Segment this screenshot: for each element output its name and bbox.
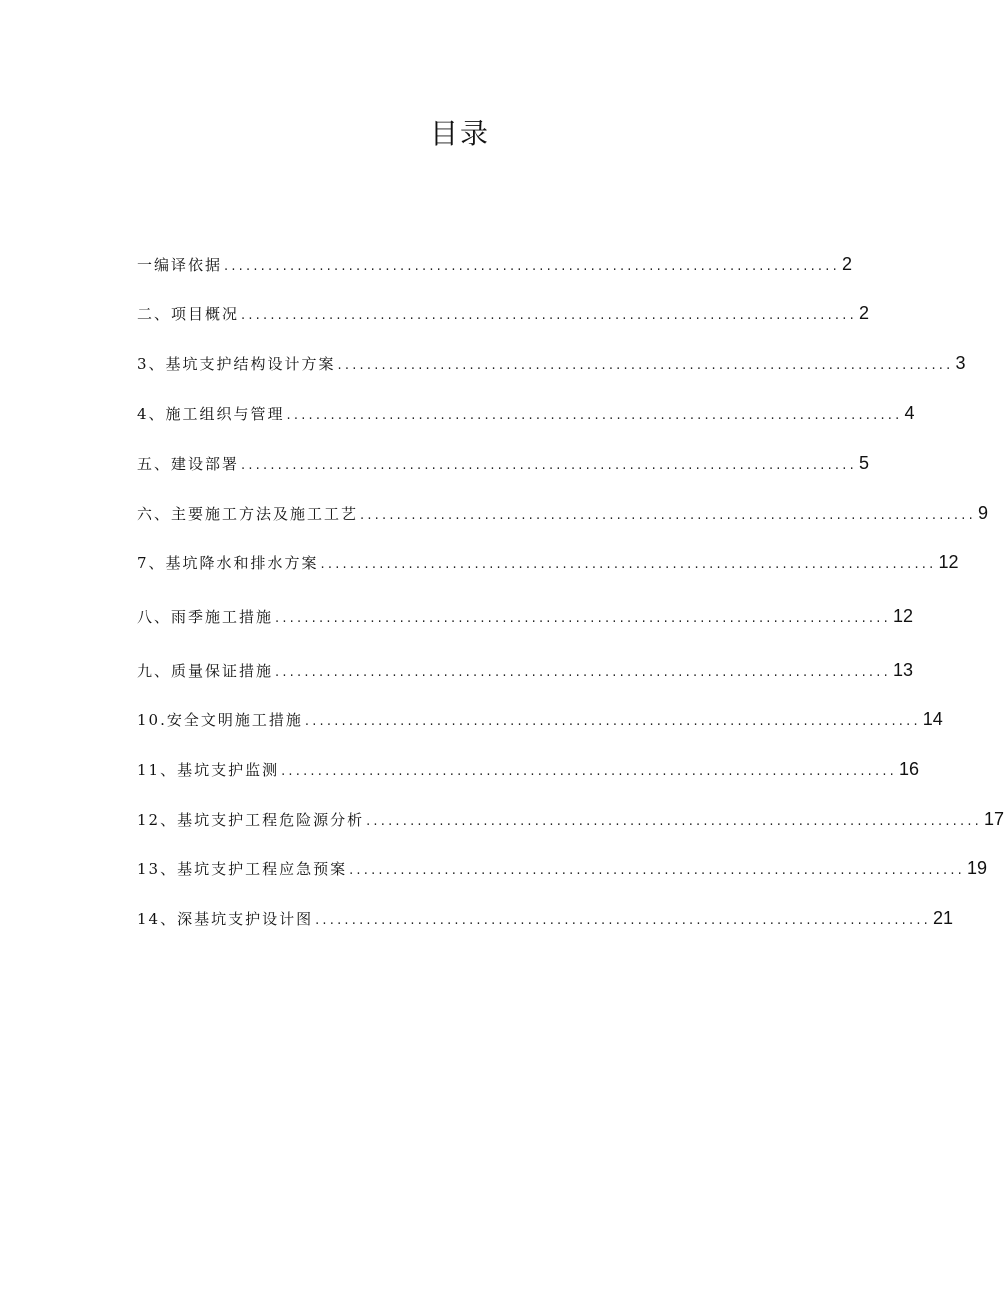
toc-entry-page: 17 [984, 809, 1004, 829]
toc-entry-label: 一编译依据 [137, 256, 223, 274]
toc-entry-label: 五、建设部署 [137, 455, 240, 473]
toc-entry[interactable] [137, 353, 966, 379]
toc-entry[interactable] [137, 303, 869, 329]
toc-entry-page: 2 [858, 303, 869, 323]
toc-entry[interactable] [137, 453, 869, 479]
toc-entry-page: 9 [977, 503, 988, 523]
toc-entry-page: 13 [892, 660, 913, 680]
dot-leader: .................................................................................... [360, 508, 976, 523]
toc-entry-page: 21 [933, 908, 954, 928]
toc-entry[interactable] [137, 809, 1004, 835]
toc-entry-label: 13、基坑支护工程应急预案 [137, 860, 348, 878]
dot-leader: .................................................................................... [320, 557, 937, 572]
toc-entry-page: 14 [922, 709, 943, 729]
toc-entry[interactable] [137, 403, 915, 429]
dot-leader: .................................................................................... [349, 863, 966, 878]
dot-leader: .................................................................................... [315, 913, 932, 928]
toc-entry[interactable] [137, 552, 959, 578]
dot-leader: .................................................................................... [286, 408, 903, 423]
toc-entry-label: 7、基坑降水和排水方案 [137, 554, 319, 572]
toc-entry-page: 4 [904, 403, 915, 423]
toc-entry-label: 12、基坑支护工程危险源分析 [137, 811, 365, 829]
toc-entry-page: 3 [955, 353, 966, 373]
toc-entry-label: 六、主要施工方法及施工工艺 [137, 505, 359, 523]
dot-leader: .................................................................................... [224, 259, 840, 274]
toc-entry-label: 八、雨季施工措施 [137, 608, 274, 626]
dot-leader: .................................................................................... [275, 665, 891, 680]
page-title: 目录 [429, 117, 490, 150]
toc-entry[interactable] [137, 858, 988, 884]
toc-entry-label: 3、基坑支护结构设计方案 [137, 355, 336, 373]
toc-entry[interactable] [137, 660, 913, 686]
toc-entry[interactable] [137, 908, 954, 934]
toc-entry-label: 九、质量保证措施 [137, 662, 274, 680]
dot-leader: .................................................................................... [275, 611, 891, 626]
dot-leader: .................................................................................... [337, 358, 954, 373]
toc-entry-page: 19 [967, 858, 988, 878]
toc-entry-label: 11、基坑支护监测 [137, 761, 280, 779]
toc-entry[interactable] [137, 254, 852, 280]
dot-leader: .................................................................................... [366, 814, 983, 829]
toc-entry-label: 10.安全文明施工措施 [137, 711, 303, 729]
dot-leader: .................................................................................... [241, 458, 857, 473]
dot-leader: .................................................................................... [304, 714, 921, 729]
toc-entry-label: 4、施工组织与管理 [137, 405, 285, 423]
toc-entry[interactable] [137, 503, 988, 529]
toc-entry[interactable] [137, 709, 943, 735]
toc-entry-label: 二、项目概况 [137, 305, 240, 323]
toc-entry-page: 12 [938, 552, 959, 572]
toc-entry-page: 12 [892, 606, 913, 626]
toc-entry-page: 5 [858, 453, 869, 473]
toc-entry[interactable] [137, 606, 913, 632]
toc-entry-page: 16 [899, 759, 920, 779]
toc-entry[interactable] [137, 759, 920, 785]
dot-leader: .................................................................................... [241, 308, 857, 323]
dot-leader: .................................................................................... [281, 764, 898, 779]
toc-entry-page: 2 [841, 254, 852, 274]
toc-entry-label: 14、深基坑支护设计图 [137, 910, 314, 928]
